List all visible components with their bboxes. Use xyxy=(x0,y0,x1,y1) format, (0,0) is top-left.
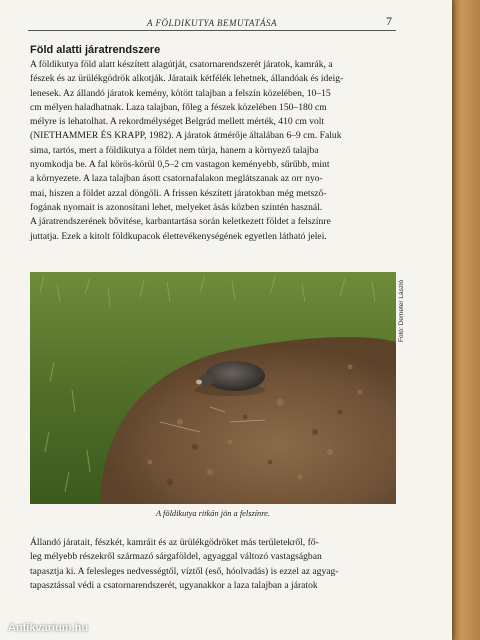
text-line: nyomkodja be. A fal körös-körül 0,5–2 cm vastagon keményebb, sűrűbb, mint xyxy=(30,159,330,171)
page-number: 7 xyxy=(386,14,392,28)
running-head: A FÖLDIKUTYA BEMUTATÁSA xyxy=(28,18,396,31)
text-line: lenesek. Az állandó járatok kemény, kötött talajban a felszín közelében, 10–15 xyxy=(30,87,331,99)
wooden-background xyxy=(450,0,480,640)
photo-credit-text: Fotó: Demeter László xyxy=(398,279,405,342)
paragraph-1 xyxy=(30,58,398,244)
mole xyxy=(205,361,265,391)
mole-photo xyxy=(30,272,396,504)
text-line: tapasztja ki. A felesleges nedvességtől, víztől (eső, hóolvadás) is ezzel az agyag- xyxy=(30,565,339,577)
section-title: Föld alatti járatrendszere xyxy=(30,44,161,56)
watermark: Antikvarium.hu xyxy=(8,622,89,634)
text-line: cm mélyen haladhatnak. Laza talajban, főleg a fészek közelében 150–180 cm xyxy=(30,101,327,113)
text-line: fészek és az ürülékgödrök alkotják. Járataik kétfélék lehetnek, állandóak és ideig- xyxy=(30,73,344,85)
text-line: mélyre is lehatolhat. A rekordmélységet Belgrád mellett mérték, 410 cm volt xyxy=(30,116,325,128)
paragraph-2 xyxy=(30,536,398,593)
text-line: tapasztással védi a csatornarendszerét, ugyanakkor a laza talajban a járatok xyxy=(30,579,318,591)
text-line: A földikutya föld alatt készített alagútját, csatornarendszerét járatok, kamrák, a xyxy=(30,59,333,70)
photo-caption: A földikutya ritkán jön a felszínre. xyxy=(156,509,270,518)
mole-on-soil-image xyxy=(30,272,396,504)
text-line: Állandó járatait, fészkét, kamráit és az ürülékgödröket más területekről, fő- xyxy=(30,537,319,548)
text-line: sima, tartós, mert a földikutya a földet nem túrja, hanem a környező talajba xyxy=(30,144,319,156)
text-line: juttatja. Ezek a kitolt földkupacok élettevékenységének egyetlen látható jelei. xyxy=(30,230,327,242)
text-line: fogának nyomait is azonosítani lehet, melyeket ásás közben szintén használ. xyxy=(30,201,323,213)
text-line: leg mélyebb részekről származó sárgaföldel, agyaggal változó vastagságban xyxy=(30,551,322,563)
text-line-citation: (NIETHAMMER ÉS KRAPP, 1982). A járatok átmérője általában 6–9 cm. Faluk xyxy=(30,130,342,142)
text-line: mai, hiszen a földet azzal döngöli. A frissen készített járatokban még metsző- xyxy=(30,187,327,199)
text-line: A járatrendszerének bővítése, karbantartása során keletkezett földet a felszínre xyxy=(30,216,331,228)
text-line: a környezete. A laza talajban ásott csatornafalakon meglátszanak az orr nyo- xyxy=(30,173,323,185)
photo-credit xyxy=(396,272,408,504)
